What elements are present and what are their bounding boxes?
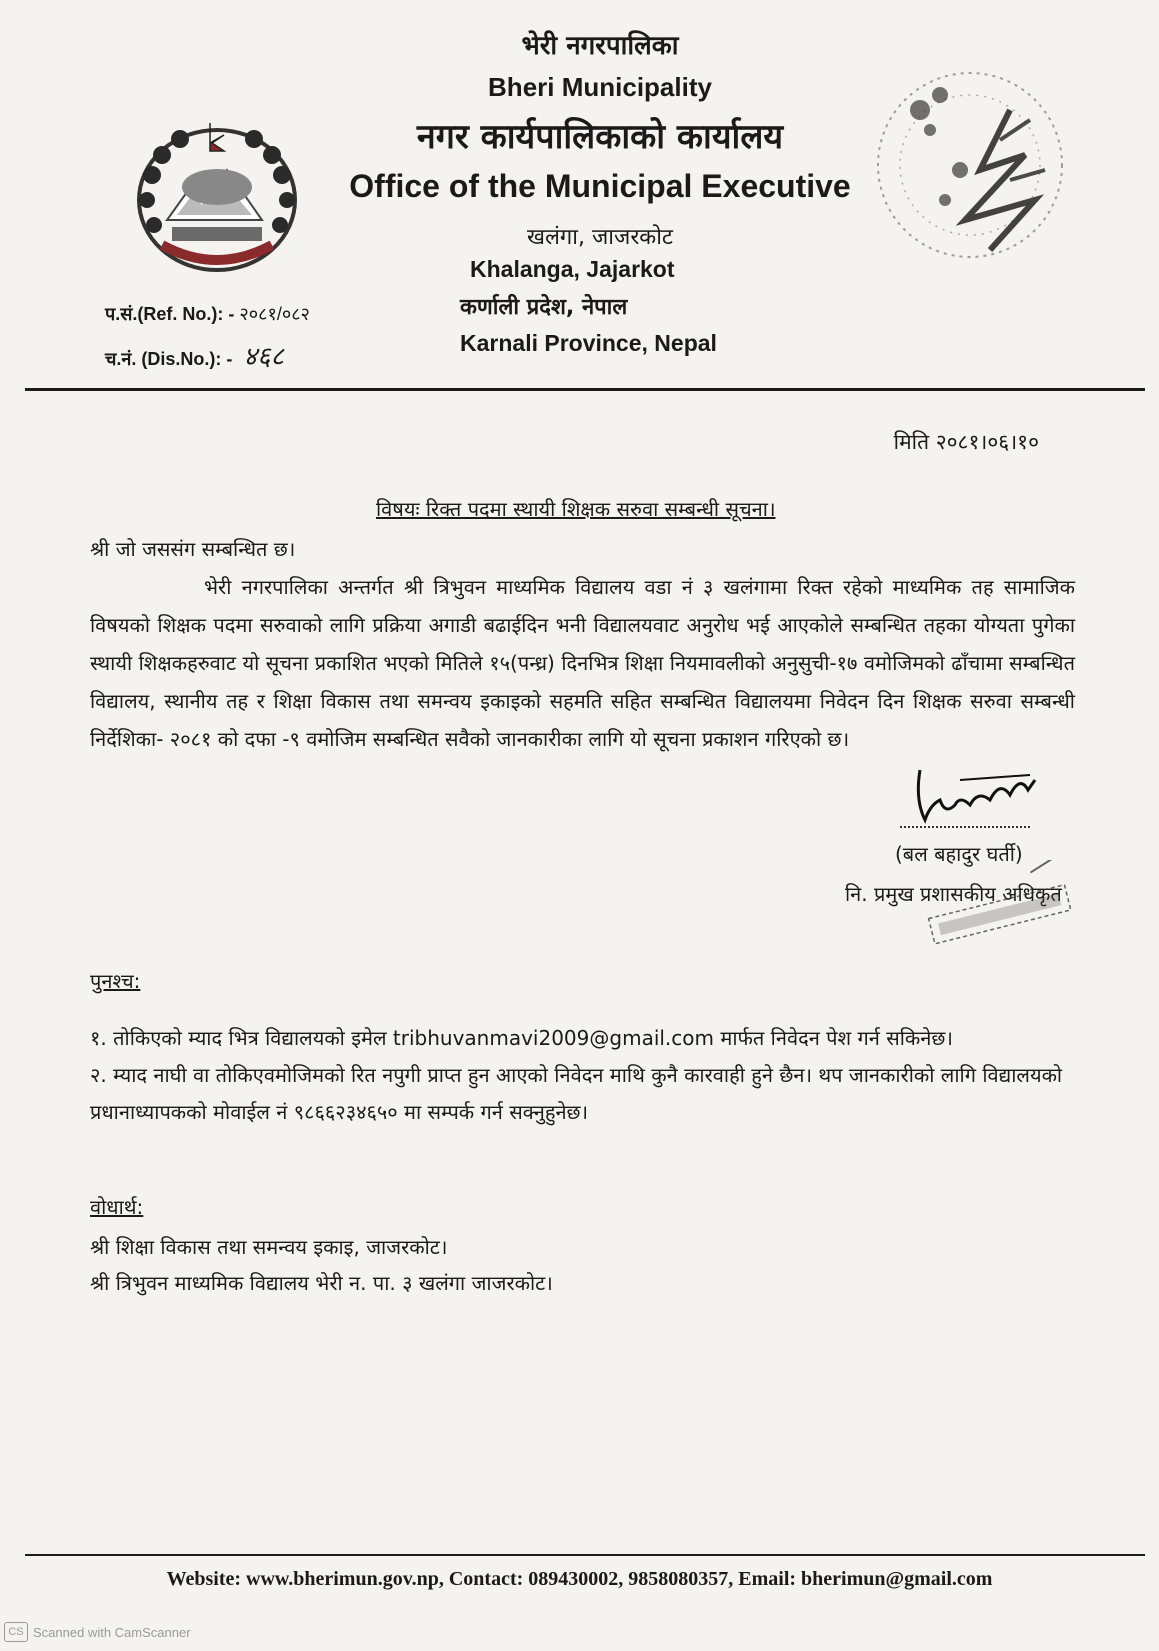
place-en: Khalanga, Jajarkot: [470, 256, 675, 282]
list-item: २. म्याद नाघी वा तोकिएवमोजिमको रित नपुगी प्राप्त हुन आएको निवेदन माथि कुनै कारवाही हुने छैन। थप जानकारीको लागि विद्यालयको प्रधानाध्यापकको मोवाईल नं ९८६६२३४६५० मा सम्पर्क गर्न सक्नुहुनेछ।: [90, 1063, 1063, 1124]
bodhartha-heading: वोधार्थ:: [90, 1195, 144, 1219]
office-name-np: नगर कार्यपालिकाको कार्यालय: [416, 117, 784, 157]
letter-date: मिति २०८१।०६।१०: [893, 430, 1039, 454]
bodhartha-list: [90, 1229, 553, 1301]
municipality-name-np: भेरी नगरपालिका: [521, 31, 679, 61]
scanner-watermark: [4, 1622, 191, 1642]
municipality-name-en: Bheri Municipality: [488, 72, 712, 102]
salutation: श्री जो जससंग सम्बन्धित छ।: [90, 537, 296, 561]
scanner-text: Scanned with CamScanner: [33, 1624, 191, 1640]
dis-label: च.नं. (Dis.No.): -: [105, 349, 233, 369]
punashcha-heading: पुनश्च:: [90, 969, 141, 993]
nepal-emblem-icon: [132, 115, 302, 275]
list-item: १. तोकिएको म्याद भित्र विद्यालयको इमेल tribhuvanmavi2009@gmail.com मार्फत निवेदन पेश गर्न सकिनेछ।: [90, 1026, 953, 1050]
dis-value: ४६८: [243, 342, 284, 372]
place-np: खलंगा, जाजरकोट: [526, 225, 673, 250]
ref-value: २०८१/०८२: [239, 304, 310, 324]
list-item: श्री त्रिभुवन माध्यमिक विद्यालय भेरी न. पा. ३ खलंगा जाजरकोट।: [90, 1271, 553, 1295]
footer-contact: Website: www.bherimun.gov.np, Contact: 089430002, 9858080357, Email: bherimun@gmail.com: [166, 1568, 993, 1590]
ref-label: प.सं.(Ref. No.): -: [105, 304, 235, 324]
province-np: कर्णाली प्रदेश, नेपाल: [460, 295, 628, 320]
camscanner-logo-icon: CS: [4, 1622, 28, 1642]
punashcha-list: [90, 1020, 1075, 1131]
letter-subject: विषयः रिक्त पदमा स्थायी शिक्षक सरुवा सम्बन्धी सूचना।: [376, 497, 776, 521]
ref-number: [105, 302, 310, 326]
handwritten-signature: [900, 760, 1050, 835]
list-item: श्री शिक्षा विकास तथा समन्वय इकाइ, जाजरकोट।: [90, 1235, 448, 1259]
letter-body: भेरी नगरपालिका अन्तर्गत श्री त्रिभुवन माध्यमिक विद्यालय वडा नं ३ खलंगामा रिक्त रहेको माध्यमिक तह सामाजिक विषयको शिक्षक पदमा सरुवाको लागि प्रक्रिया अगाडी बढाईदिन भनी विद्यालयवाट अनुरोध भई आएकोले सम्बन्धित तहका योग्यता पुगेका स्थायी शिक्षकहरुवाट यो सूचना प्रकाशित भएको मितिले १५(पन्ध्र) दिनभित्र शिक्षा नियमावलीको अनुसुची-१७ वमोजिमको ढाँचामा सम्बन्धित विद्यालय, स्थानीय तह र शिक्षा विकास तथा समन्वय इकाइको सहमति सहित सम्बन्धित विद्यालयमा निवेदन दिन शिक्षक सरुवा सम्बन्धी निर्देशिका- २०८१ को दफा -९ वमोजिम सम्बन्धित सवैको जानकारीका लागि यो सूचना प्रकाशन गरिएको छ।: [90, 575, 1075, 751]
office-name-en: Office of the Municipal Executive: [349, 168, 851, 204]
province-en: Karnali Province, Nepal: [460, 330, 717, 356]
signature-line: [900, 826, 1030, 828]
official-rubber-stamp: [920, 860, 1090, 970]
signatory-title: नि. प्रमुख प्रशासकीय अधिकृत: [845, 882, 1062, 906]
signatory-name: (बल बहादुर घर्ती): [895, 842, 1023, 866]
footer-divider: [25, 1554, 1145, 1556]
dispatch-number: [105, 337, 284, 373]
header-divider: [25, 388, 1145, 391]
